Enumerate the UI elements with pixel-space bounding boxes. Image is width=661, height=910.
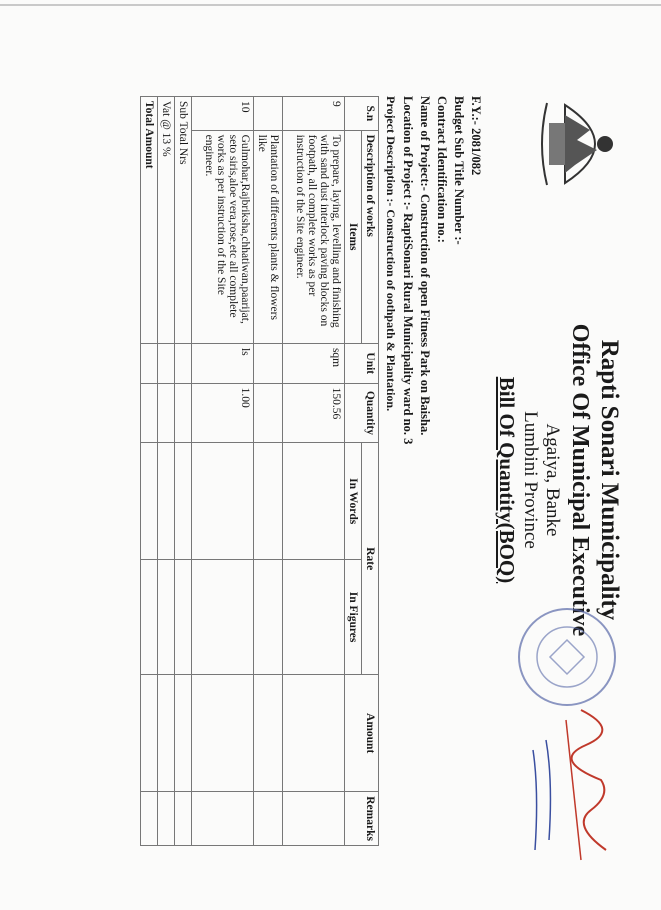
table-row [192,97,254,846]
contract-id: Contract Identification no.: [435,96,449,243]
table-row [254,97,283,846]
col-figures: In Figures [345,560,362,675]
row-sn: 9 [283,97,345,131]
col-words: In Words [345,443,362,560]
budget-subtitle: Budget Sub Title Number :- [452,96,466,245]
row-unit: sqm [283,343,345,383]
total-row [141,97,158,846]
signature [521,700,641,870]
col-desc: Description of works [362,130,379,343]
row-sn [254,97,283,131]
col-sn: S.n [345,97,379,131]
col-rate: Rate [362,443,379,675]
office-location: Agaiya, Banke [542,423,563,537]
office-name: Office Of Municipal Executive [567,323,593,637]
row-qty: 1.00 [192,383,254,443]
table-header-row [362,97,379,846]
vat-label: Vat @ 13 % [158,97,175,344]
row-qty: 150.56 [283,383,345,443]
row-desc: Gulmohar,Rajbriksha,chhatiwan,paarijat, seto siris,aloe vera,rose,etc all complete works as per instruction of the Site engineer. [192,130,254,343]
municipality-logo [537,95,625,193]
col-amount: Amount [345,675,379,792]
municipality-name: Rapti Sonari Municipality [596,339,623,621]
project-name: Name of Project:- Construction of open Fitness Park on Baisha. [418,96,432,436]
row-unit: ls [192,343,254,383]
boq-table [140,96,379,846]
document-title: Bill Of Quantity(BOQ) [495,376,519,584]
fiscal-year: F.Y.:- 2081/082 [469,96,483,176]
vat-row [158,97,175,846]
row-desc: Plantation of differents plants & flowers like [254,130,283,343]
row-sn: 10 [192,97,254,131]
row-qty [254,383,283,443]
row-unit [254,343,283,383]
table-row [283,97,345,846]
project-description: Project Description :- Construction of oothpath & Plantation. [384,96,398,412]
col-qty: Quantity [345,383,379,443]
total-label: Total Amount [141,97,158,344]
subtotal-label: Sub Total Nrs [175,97,192,344]
row-desc: To prepare, laying, levelling and finishing with sand dust interlock paving blocks on footpath, all complete works as per instruction of the Site engineer. [283,130,345,343]
col-items: Items [345,130,362,343]
col-unit: Unit [345,343,379,383]
province-name: Lumbini Province [520,411,541,549]
subtotal-row [175,97,192,846]
col-remarks: Remarks [345,792,379,846]
project-location: Location of Project :- RaptiSonari Rural Municipality ward no. 3 [401,96,415,445]
